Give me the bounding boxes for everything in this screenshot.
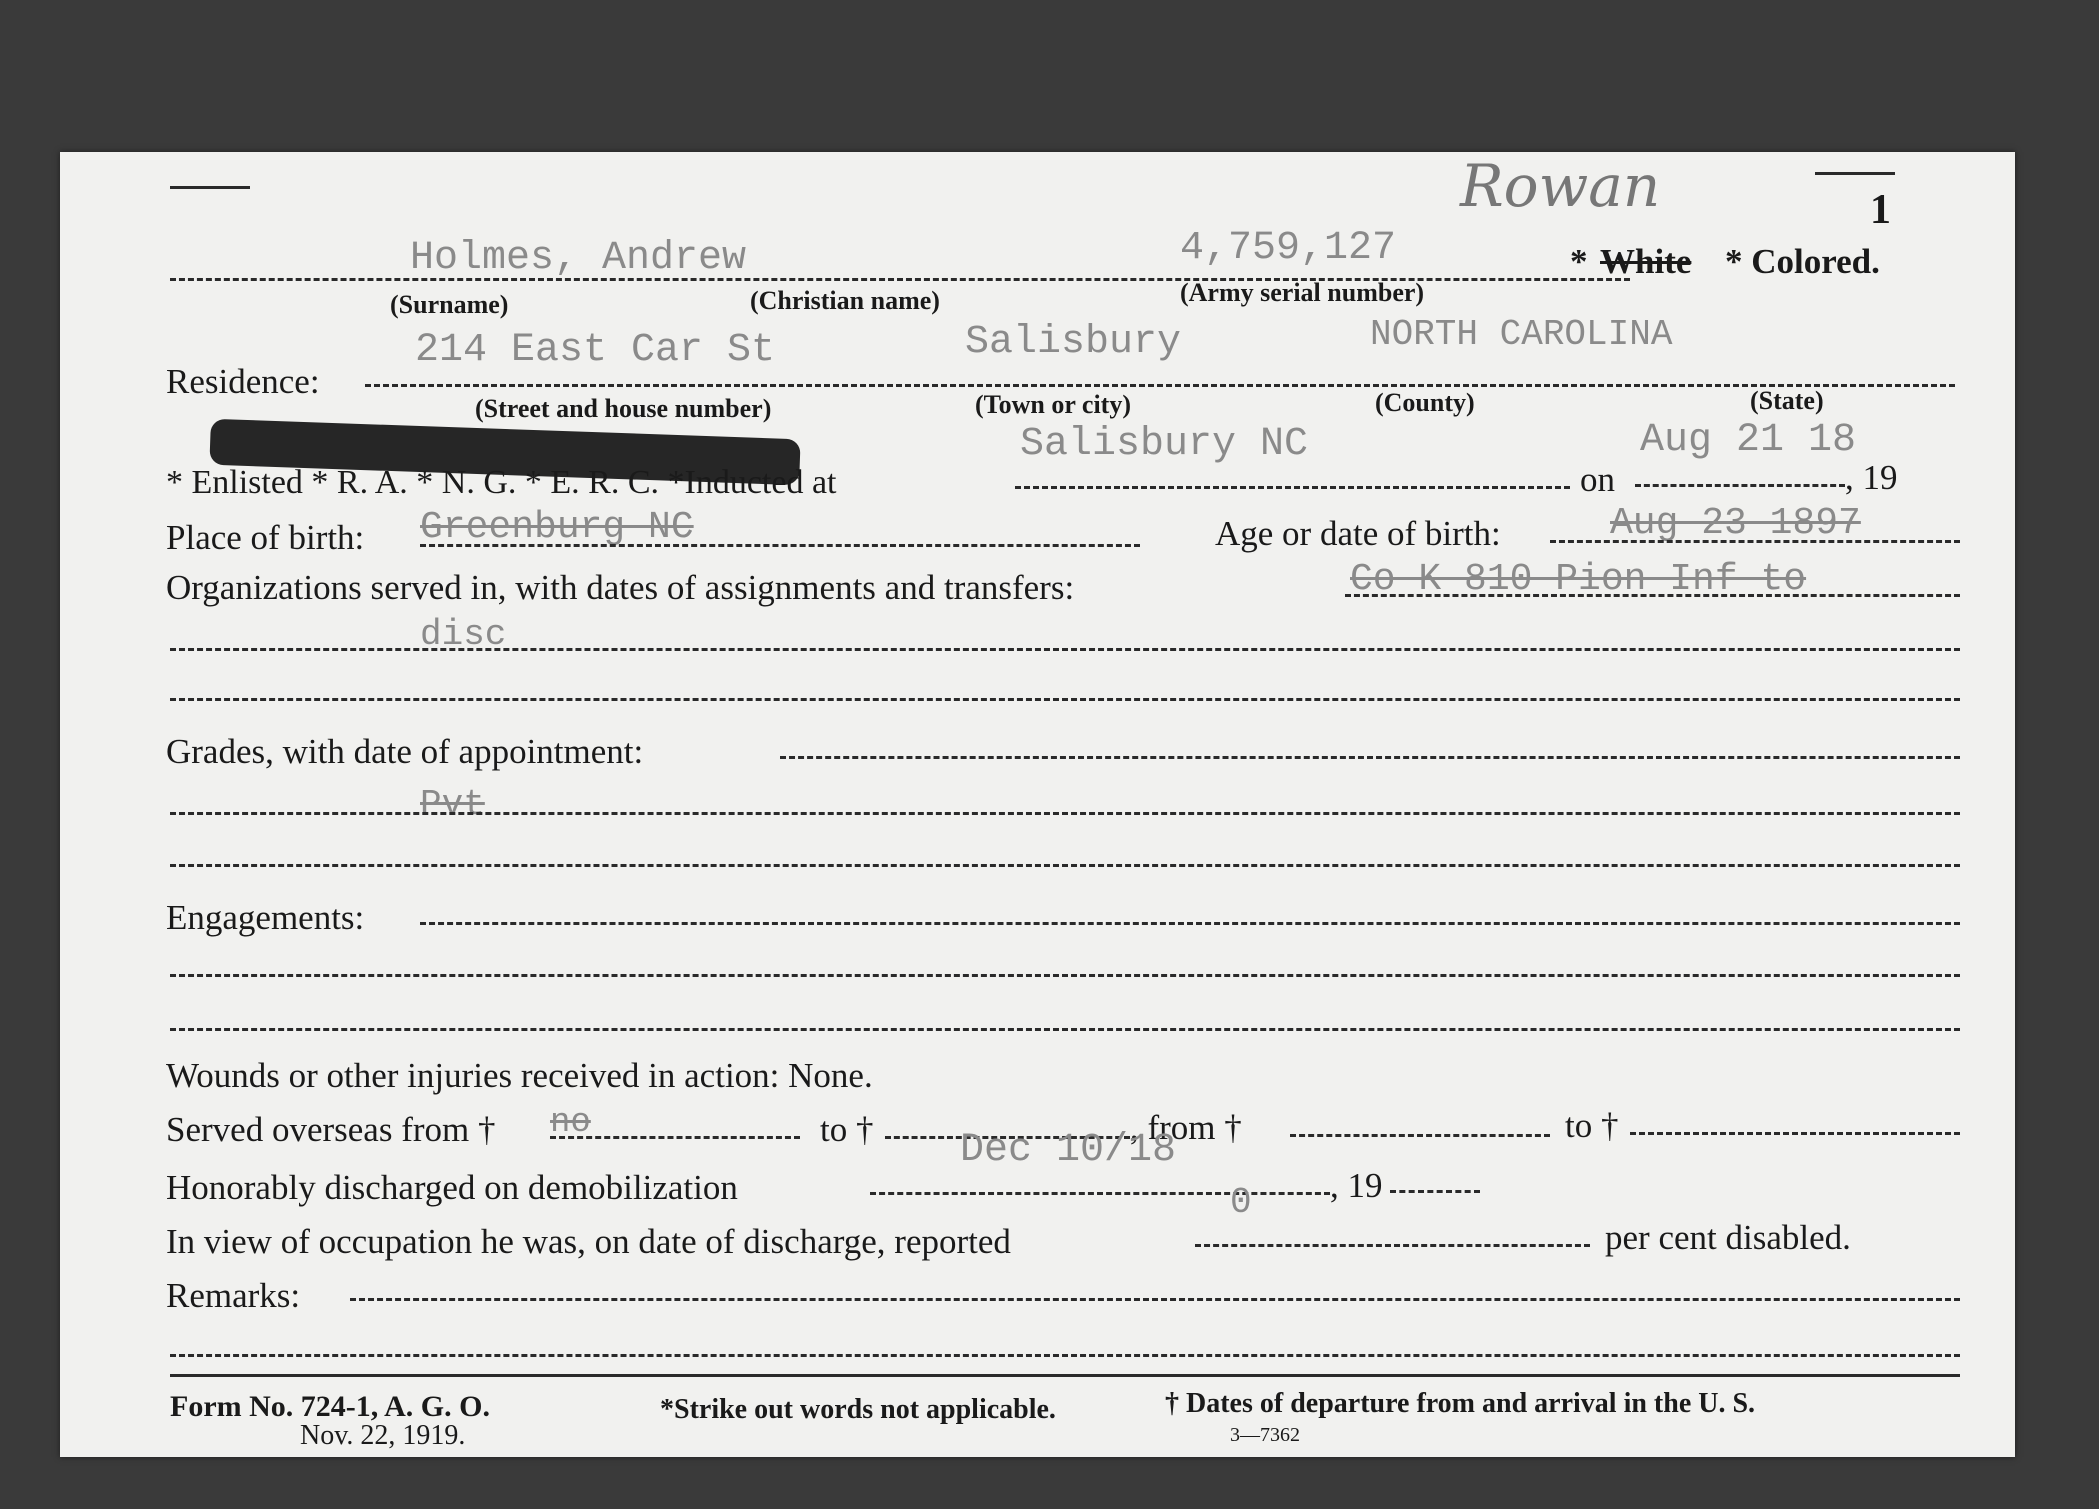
dates-note: † Dates of departure from and arrival in the U. S. <box>1165 1388 1756 1419</box>
disability-value: 0 <box>1230 1182 1252 1223</box>
birthdate-line <box>1550 540 1960 543</box>
discharge-year-label: , 19 <box>1330 1166 1383 1205</box>
engagements-label: Engagements: <box>166 898 365 937</box>
disability-suffix: per cent disabled. <box>1605 1218 1851 1257</box>
page-number: 1 <box>1870 187 1891 233</box>
organizations-line-3 <box>170 698 1960 701</box>
residence-line <box>365 384 1955 387</box>
corner-mark: Rowan <box>1460 152 1661 220</box>
overseas-to-label-2: to † <box>1565 1106 1619 1145</box>
footer-rule <box>170 1374 1960 1377</box>
grades-label: Grades, with date of appointment: <box>166 732 644 771</box>
form-number: Form No. 724-1, A. G. O. <box>170 1390 490 1423</box>
discharge-line <box>870 1192 1330 1195</box>
discharge-year-line <box>1390 1190 1480 1193</box>
grades-line-1 <box>780 756 1960 759</box>
organizations-value: Co K 810 Pion Inf to <box>1350 558 1807 601</box>
remarks-line-1 <box>350 1298 1960 1301</box>
overseas-to-line-2 <box>1630 1132 1960 1135</box>
organizations-line-1 <box>1345 594 1960 597</box>
induction-date: Aug 21 18 <box>1640 418 1857 463</box>
remarks-label: Remarks: <box>166 1276 301 1315</box>
disability-label: In view of occupation he was, on date of discharge, reported <box>166 1222 1011 1261</box>
grades-line-3 <box>170 864 1960 867</box>
residence-label: Residence: <box>166 362 320 401</box>
engagements-line-1 <box>420 922 1960 925</box>
engagements-line-3 <box>170 1028 1960 1031</box>
page-number-rule <box>1815 172 1895 175</box>
birthplace-label: Place of birth: <box>166 518 365 557</box>
organizations-value-2: disc <box>420 614 507 655</box>
overseas-from-value: no <box>550 1104 591 1142</box>
caption-state: (State) <box>1750 386 1824 415</box>
race-prefix: * <box>1570 242 1588 281</box>
birthdate-label: Age or date of birth: <box>1215 514 1501 553</box>
induction-date-line <box>1635 484 1845 487</box>
disability-line <box>1195 1244 1590 1247</box>
overseas-from-line-2 <box>1290 1134 1550 1137</box>
grades-value: Pvt <box>420 784 485 825</box>
race-white: White <box>1600 242 1692 281</box>
corner-dash <box>170 186 250 189</box>
overseas-label: Served overseas from † <box>166 1110 496 1149</box>
caption-county: (County) <box>1375 388 1475 417</box>
caption-town: (Town or city) <box>975 390 1131 419</box>
race-colored: * Colored. <box>1725 242 1880 281</box>
overseas-from-line <box>550 1136 800 1139</box>
caption-christian: (Christian name) <box>750 286 940 315</box>
organizations-label: Organizations served in, with dates of assignments and transfers: <box>166 568 1075 607</box>
organizations-line-2 <box>170 648 1960 651</box>
birthdate-value: Aug 23 1897 <box>1610 502 1861 545</box>
form-date: Nov. 22, 1919. <box>300 1420 466 1451</box>
draft-card <box>60 152 2015 1457</box>
birthplace-value: Greenburg NC <box>420 506 694 549</box>
form-code: 3—7362 <box>1230 1424 1300 1446</box>
wounds-label: Wounds or other injuries received in action: None. <box>166 1056 873 1095</box>
army-serial: 4,759,127 <box>1180 226 1397 271</box>
residence-state: NORTH CAROLINA <box>1370 314 1673 355</box>
discharge-label: Honorably discharged on demobilization <box>166 1168 738 1207</box>
discharge-date: Dec 10/18 <box>960 1128 1177 1173</box>
induction-year-label: , 19 <box>1845 458 1898 497</box>
enlisted-label: * Enlisted * R. A. * N. G. * E. R. C. *Inducted at <box>166 464 837 501</box>
overseas-to-label-1: to † <box>820 1110 874 1149</box>
birthplace-line <box>420 544 1140 547</box>
residence-street: 214 East Car St <box>415 328 776 373</box>
residence-town: Salisbury <box>965 320 1182 365</box>
caption-surname: (Surname) <box>390 290 509 319</box>
induction-place-line <box>1015 486 1570 489</box>
strike-note: *Strike out words not applicable. <box>660 1394 1056 1425</box>
soldier-name: Holmes, Andrew <box>410 236 747 281</box>
caption-street: (Street and house number) <box>475 394 772 423</box>
induction-place: Salisbury NC <box>1020 422 1309 467</box>
engagements-line-2 <box>170 974 1960 977</box>
remarks-line-2 <box>170 1354 1960 1357</box>
overseas-from-label-2: , from † <box>1130 1108 1242 1147</box>
grades-line-2 <box>170 812 1960 815</box>
on-label: on <box>1580 460 1615 499</box>
caption-serial: (Army serial number) <box>1180 278 1425 307</box>
